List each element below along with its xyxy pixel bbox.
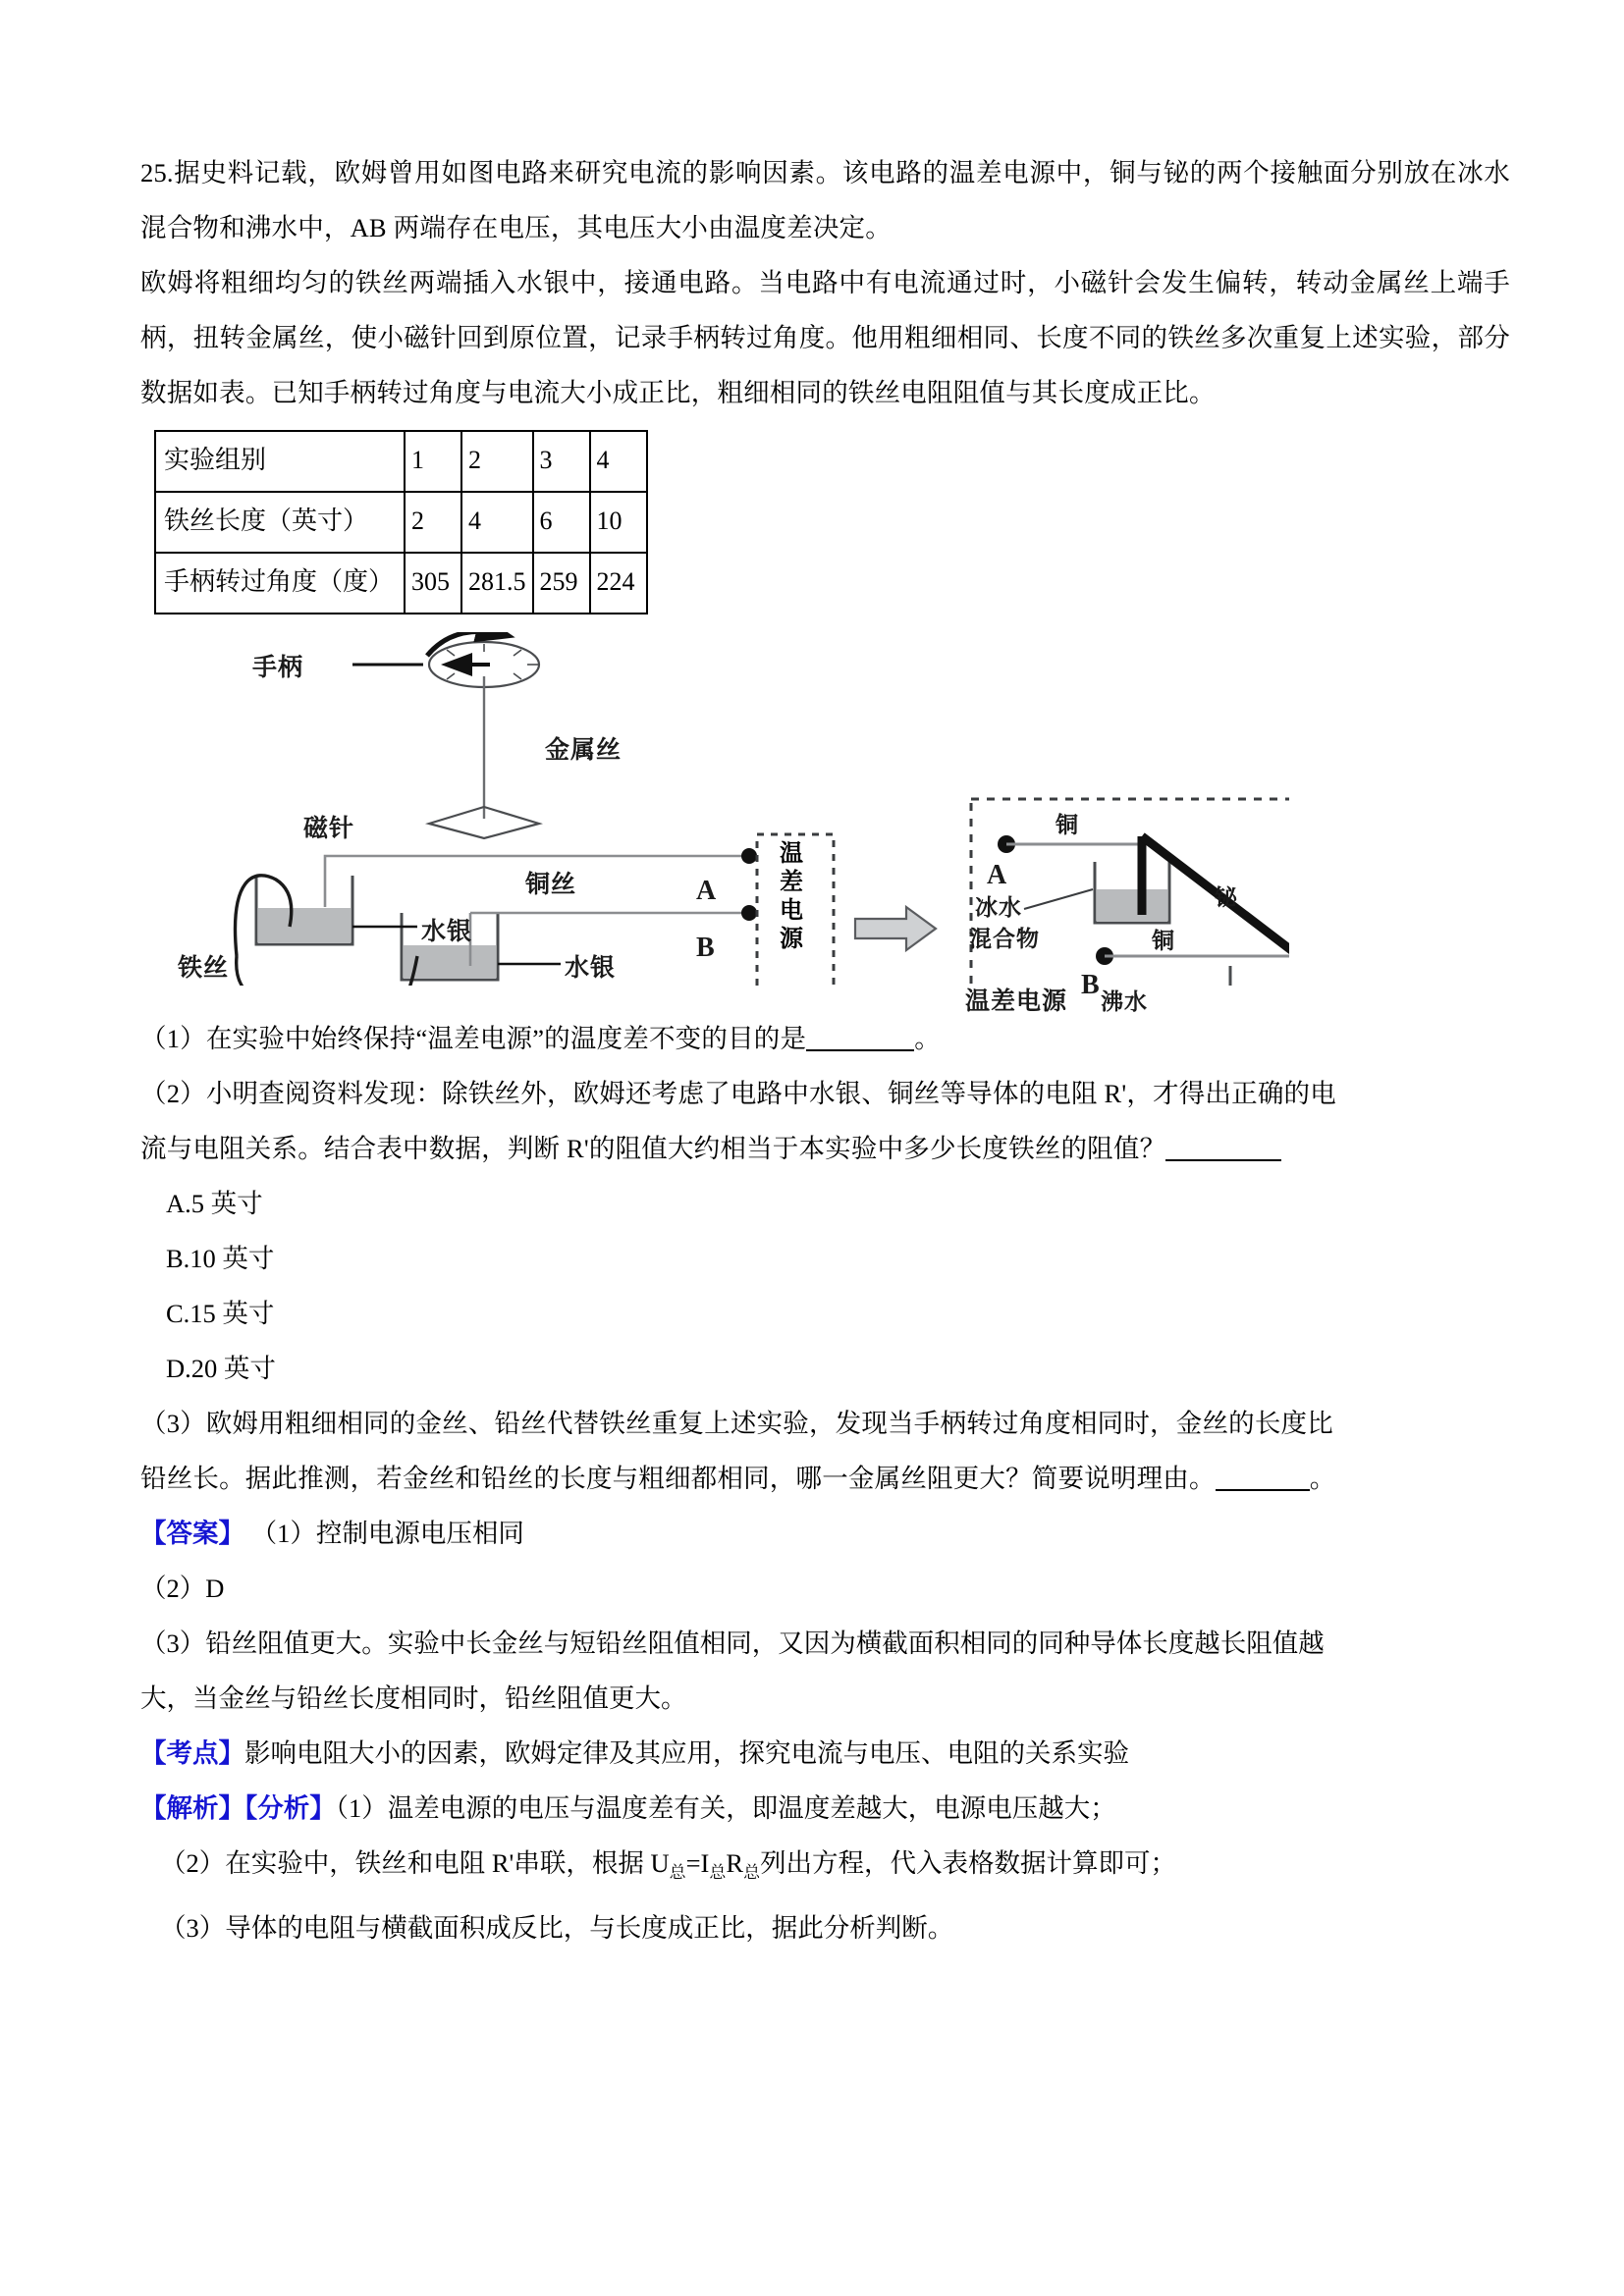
sub-question-1-suffix: 。: [914, 1024, 941, 1053]
jiexi-text-2d: 列出方程，代入表格数据计算即可；: [760, 1848, 1177, 1878]
table-row: [155, 553, 647, 614]
cell-length-4: 10: [590, 492, 647, 553]
iron-wire-bottom-path: [237, 956, 417, 986]
cell-angle-1: 305: [405, 553, 461, 614]
jiexi-text-2a: （2）在实验中，铁丝和电阻 R'串联，根据 U: [160, 1848, 670, 1878]
answer-blank-2[interactable]: [1165, 1159, 1281, 1161]
cell-length-2: 4: [461, 492, 533, 553]
jiexi-line-2: [140, 1836, 1510, 1900]
cell-angle-4: 224: [590, 553, 647, 614]
kaodian-line: [140, 1726, 1510, 1781]
cell-angle-3: 259: [533, 553, 590, 614]
boiling-water-beaker: [1230, 966, 1289, 986]
question-stem-paragraph-1: 25.据史料记载，欧姆曾用如图电路来研究电流的影响因素。该电路的温差电源中，铜与铋的两个接触面分别放在冰水混合物和沸水中，AB 两端存在电压，其电压大小由温度差决定。: [140, 158, 1510, 242]
row-label-group: 实验组别: [155, 431, 405, 492]
ice-water-leader-line: [1024, 889, 1093, 909]
answer-text-1: （1）控制电源电压相同: [250, 1519, 524, 1548]
sub-question-3-prefix: （3）: [140, 1409, 206, 1438]
sub-question-2-text-line1: 小明查阅资料发现：除铁丝外，欧姆还考虑了电路中水银、铜丝等导体的电阻 R'，才得出正确的电: [205, 1079, 1336, 1108]
label-terminal-a: A: [696, 876, 718, 906]
option-a[interactable]: A.5 英寸: [166, 1189, 263, 1218]
jiexi-tag: 【解析】: [140, 1793, 244, 1823]
label-right-copper-bottom: 铜: [1152, 929, 1175, 953]
transition-arrow: [855, 907, 936, 950]
sub-question-1-text: 在实验中始终保持“温差电源”的温度差不变的目的是: [205, 1024, 807, 1053]
cell-length-1: 2: [405, 492, 461, 553]
option-b[interactable]: B.10 英寸: [166, 1244, 275, 1273]
answer-blank-3[interactable]: [1216, 1489, 1310, 1491]
figure-caption: 温差电源: [965, 988, 1068, 1015]
label-iron-wire: 铁丝: [178, 955, 230, 982]
table-row: [155, 492, 647, 553]
label-ice-water-line1: 冰水: [975, 895, 1022, 920]
label-metal-wire: 金属丝: [545, 737, 623, 764]
label-mercury-bottom: 水银: [565, 955, 617, 982]
cell-group-3: 3: [533, 431, 590, 492]
row-label-length: 铁丝长度（英寸）: [155, 492, 405, 553]
jiexi-text-1: （1）温差电源的电压与温度差有关，即温度差越大，电源电压越大；: [335, 1793, 1116, 1823]
label-mercury-top: 水银: [421, 919, 473, 945]
sub-question-1-prefix: （1）: [140, 1024, 206, 1053]
label-right-terminal-b: B: [1081, 970, 1101, 1000]
label-bismuth: 铋: [1215, 885, 1238, 910]
cell-angle-2: 281.5: [461, 553, 533, 614]
table-row: [155, 431, 647, 492]
label-right-copper-top: 铜: [1056, 813, 1079, 837]
row-label-angle: 手柄转过角度（度）: [155, 553, 405, 614]
terminal-a-dot: [741, 848, 757, 864]
label-magnetic-needle: 磁针: [303, 816, 355, 842]
option-d[interactable]: D.20 英寸: [166, 1354, 276, 1383]
page-content: [140, 145, 1510, 1955]
jiexi-line-3: （3）导体的电阻与横截面积成反比，与长度成正比，据此分析判断。: [160, 1913, 954, 1943]
label-copper-wire-top: 铜丝: [525, 872, 577, 898]
cell-group-4: 4: [590, 431, 647, 492]
sub-question-2-line1: [140, 1066, 1510, 1121]
sub-question-3-text-line1: 欧姆用粗细相同的金丝、铅丝代替铁丝重复上述实验，发现当手柄转过角度相同时，金丝的长度比: [205, 1409, 1333, 1438]
cell-group-1: 1: [405, 431, 461, 492]
sub-question-3-line2: [140, 1451, 1510, 1506]
sub-question-2-line2: [140, 1121, 1510, 1176]
sub-question-3-text-line2: 铅丝长。据此推测，若金丝和铅丝的长度与粗细都相同，哪一金属丝阻更大？简要说明理由。: [140, 1464, 1216, 1493]
jiexi-text-2b: =I: [685, 1848, 710, 1878]
sub-question-3-line1: [140, 1396, 1510, 1451]
kaodian-text: 影响电阻大小的因素，欧姆定律及其应用，探究电流与电压、电阻的关系实验: [244, 1738, 1129, 1768]
jiexi-sub-2: 总: [709, 1863, 727, 1882]
sub-question-3-suffix: 。: [1309, 1464, 1336, 1493]
answer-line-2: （2）D: [140, 1574, 225, 1603]
answer-tag: 【答案】: [140, 1519, 244, 1548]
sub-question-1: [140, 1011, 1510, 1066]
label-boiling-water: 沸水: [1101, 989, 1148, 1014]
circuit-diagram-figure: [160, 632, 1289, 1014]
terminal-b-dot: [741, 905, 757, 921]
jiexi-sub-3: 总: [743, 1863, 761, 1882]
question-stem-paragraph-2: 欧姆将粗细均匀的铁丝两端插入水银中，接通电路。当电路中有电流通过时，小磁针会发生偏转，转动金属丝上端手柄，扭转金属丝，使小磁针回到原位置，记录手柄转过角度。他用粗细相同、长度不同的铁丝多次重复上述实验，部分数据如表。已知手柄转过角度与电流大小成正比，粗细相同的铁丝电阻阻值与其长度成正比。: [140, 268, 1510, 407]
jiexi-sub-1: 总: [669, 1863, 686, 1882]
sub-question-2-text-line2: 流与电阻关系。结合表中数据，判断 R'的阻值大约相当于本实验中多少长度铁丝的阻值？: [140, 1134, 1166, 1163]
answer-line-1: [140, 1506, 1510, 1561]
fenxi-tag: 【分析】: [244, 1793, 336, 1823]
experiment-data-table-wrapper: [154, 430, 1510, 614]
answer-blank-1[interactable]: [806, 1049, 914, 1051]
label-ice-water-line2: 混合物: [969, 927, 1040, 951]
jiexi-text-2c: R: [726, 1848, 744, 1878]
cell-group-2: 2: [461, 431, 533, 492]
jiexi-line-1: [140, 1781, 1510, 1836]
figure-caption-row: [140, 986, 1510, 1015]
answer-line-3b: 大，当金丝与铅丝长度相同时，铅丝阻值更大。: [140, 1683, 687, 1713]
top-mercury-fill: [258, 908, 351, 943]
label-terminal-b: B: [696, 933, 716, 963]
label-handle: 手柄: [252, 655, 304, 681]
cell-length-3: 6: [533, 492, 590, 553]
label-right-terminal-a: A: [987, 860, 1008, 890]
label-thermo-source-vertical: 温差电源: [780, 841, 803, 952]
ice-water-fill: [1097, 889, 1167, 922]
sub-question-2-prefix: （2）: [140, 1079, 206, 1108]
experiment-data-table: [154, 430, 648, 614]
kaodian-tag: 【考点】: [140, 1738, 244, 1768]
option-c[interactable]: C.15 英寸: [166, 1299, 275, 1328]
answer-line-3a: （3）铅丝阻值更大。实验中长金丝与短铅丝阻值相同，又因为横截面积相同的同种导体长度越长阻值越: [140, 1629, 1325, 1658]
